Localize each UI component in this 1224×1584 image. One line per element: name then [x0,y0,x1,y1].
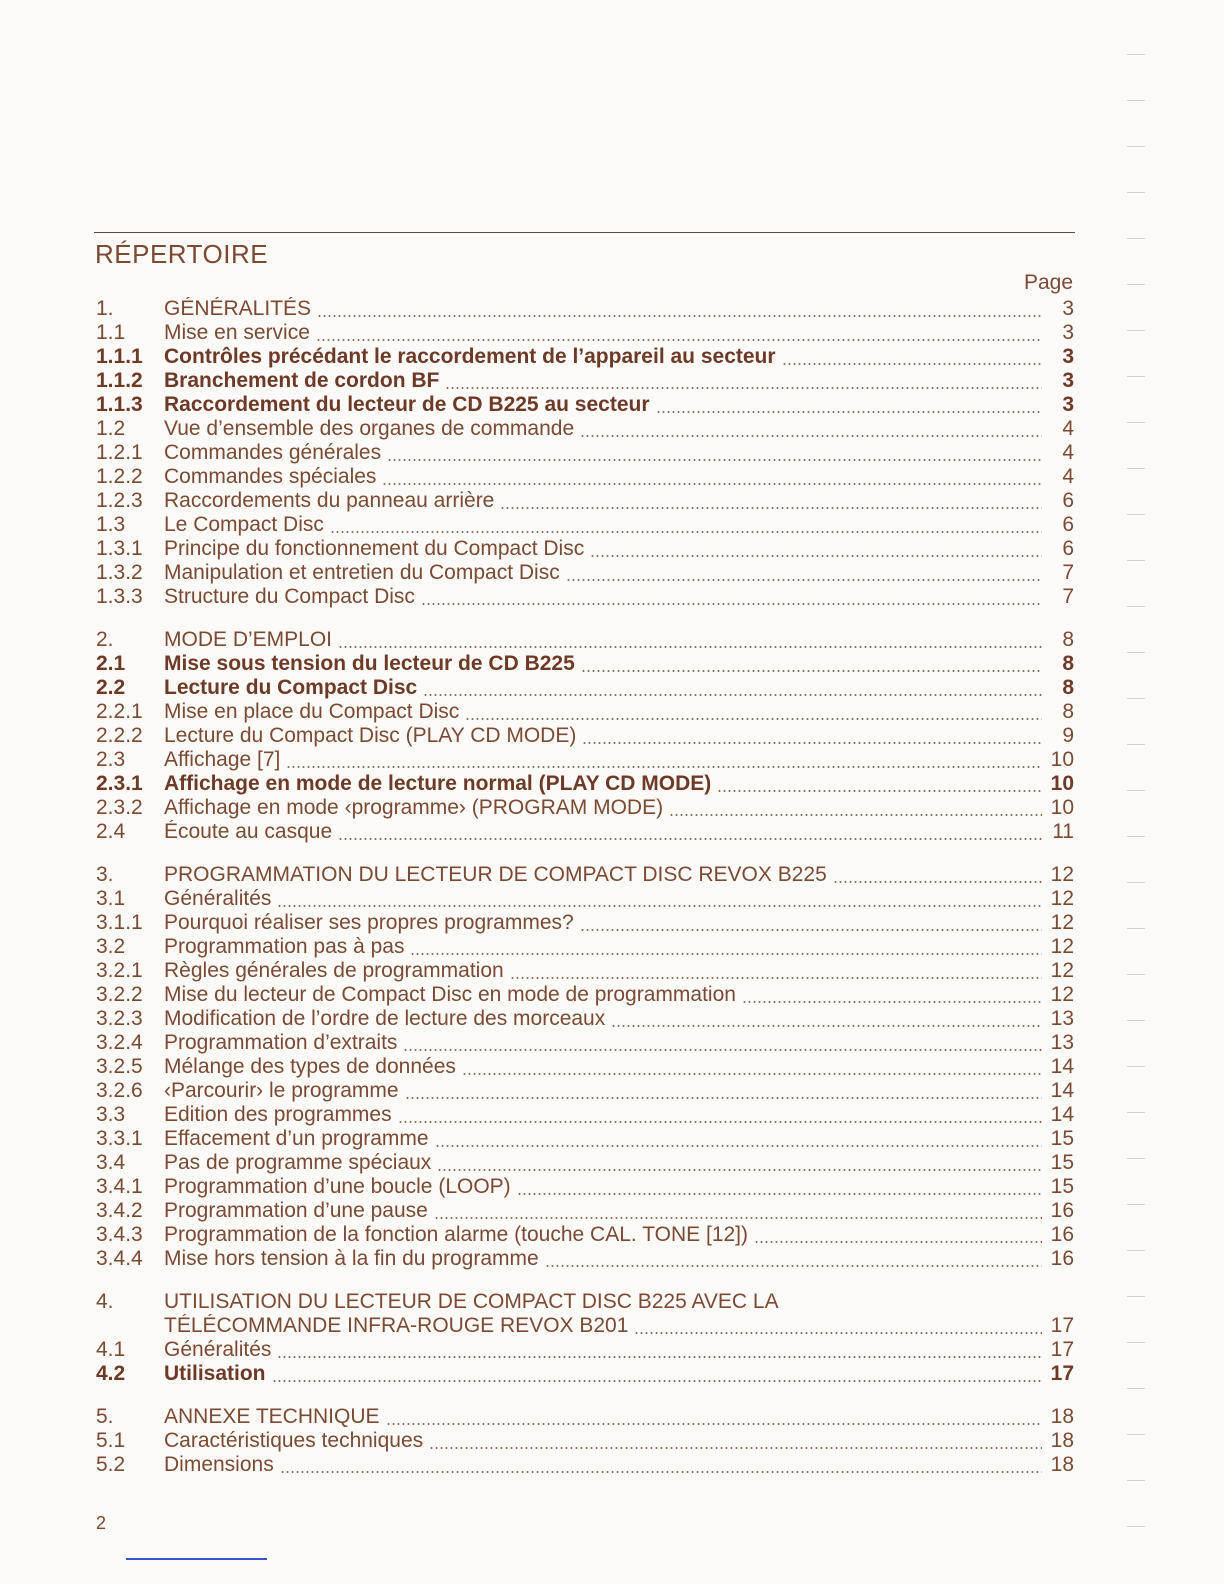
toc-entry-page: 6 [1062,489,1074,512]
dot-leader [421,602,1042,606]
margin-tick [1127,146,1145,147]
toc-entry-title: Généralités [164,1338,272,1361]
toc-entry [96,297,1074,321]
toc-entry-title: Règles générales de programmation [164,959,504,982]
dot-leader [581,669,1042,673]
toc-entry-number: 3.2 [96,935,126,958]
toc-entry-title: Affichage en mode de lecture normal (PLAY CD MODE) [164,772,712,795]
toc-entry-page: 18 [1050,1453,1074,1476]
dot-leader [437,1168,1042,1172]
toc-entry-number: 5. [96,1405,114,1428]
margin-tick [1127,1204,1145,1205]
toc-entry [96,1453,1074,1477]
toc-entry [96,887,1074,911]
toc-entry-number: 1.2 [96,417,126,440]
page-number: 2 [96,1513,107,1533]
dot-leader [634,1331,1042,1335]
toc-entry-title: Caractéristiques techniques [164,1429,424,1452]
margin-tick [1127,1020,1145,1021]
toc-entry-number: 3.2.2 [96,983,143,1006]
toc-entry [96,676,1074,700]
toc-entry-number: 2.3.1 [96,772,143,795]
toc-entry-title: Raccordement du lecteur de CD B225 au secteur [164,393,650,416]
toc-entry-page: 7 [1062,561,1074,584]
dot-leader [580,928,1042,932]
toc-entry-page: 3 [1062,321,1074,344]
toc-entry-title: Contrôles précédant le raccordement de l’appareil au secteur [164,345,776,368]
toc-entry [96,1175,1074,1199]
toc-entry-title: Manipulation et entretien du Compact Disc [164,561,560,584]
toc-entry [96,820,1074,844]
toc-entry [96,417,1074,441]
margin-tick [1127,54,1145,55]
toc-entry [96,1429,1074,1453]
margin-tick [1127,330,1145,331]
dot-leader [656,410,1042,414]
margin-tick [1127,284,1145,285]
toc-entry [96,345,1074,369]
toc-entry-title: Raccordements du panneau arrière [164,489,495,512]
toc-entry-number: 3.3.1 [96,1127,143,1150]
toc-entry [96,489,1074,513]
toc-entry-number: 3.3 [96,1103,126,1126]
toc-entry-number: 2.4 [96,820,126,843]
toc-entry-title: Le Compact Disc [164,513,324,536]
toc-entry-number: 1.3.3 [96,585,143,608]
toc-entry-page: 12 [1050,935,1074,958]
toc-entry-page: 18 [1050,1429,1074,1452]
toc-entry-page: 13 [1050,1031,1074,1054]
toc-entry-title: Utilisation [164,1362,266,1385]
toc-entry [96,1151,1074,1175]
toc-entry-title: Modification de l’ordre de lecture des morceaux [164,1007,606,1030]
dot-leader [272,1379,1042,1383]
toc-entry-number: 1.3.2 [96,561,143,584]
margin-tick [1127,1066,1145,1067]
toc-entry-number: 1.3.1 [96,537,143,560]
toc-entry-number: 2.2.1 [96,700,143,723]
dot-leader [669,813,1042,817]
dot-leader [410,952,1042,956]
footer-line [126,1558,267,1560]
margin-tick [1127,1526,1145,1527]
margin-tick [1127,192,1145,193]
toc-entry-page: 10 [1050,748,1074,771]
toc-entry-number: 2.3 [96,748,126,771]
toc-entry-page: 3 [1062,369,1074,392]
margin-tick [1127,652,1145,653]
toc-entry-title: Edition des programmes [164,1103,392,1126]
margin-tick [1127,376,1145,377]
table-of-contents [96,297,1074,1496]
toc-entry-number: 1.1.1 [96,345,143,368]
dot-leader [429,1446,1042,1450]
toc-entry-number: 1.1.2 [96,369,143,392]
toc-entry [96,700,1074,724]
toc-entry-title: Programmation pas à pas [164,935,405,958]
toc-entry-title: ANNEXE TECHNIQUE [164,1405,380,1428]
toc-entry-title: Affichage [7] [164,748,281,771]
toc-entry-number: 3.4 [96,1151,126,1174]
toc-entry-page: 12 [1050,887,1074,910]
dot-leader [338,837,1042,841]
margin-tick [1127,790,1145,791]
margin-tick [1127,744,1145,745]
toc-entry-title: GÉNÉRALITÉS [164,297,312,320]
toc-entry-number: 2.3.2 [96,796,143,819]
margin-tick [1127,1388,1145,1389]
toc-entry-page: 6 [1062,513,1074,536]
toc-entry-number: 2.2 [96,676,126,699]
toc-entry-number: 4.2 [96,1362,126,1385]
toc-entry-number: 1.1 [96,321,126,344]
toc-entry-title: Pourquoi réaliser ses propres programmes? [164,911,574,934]
toc-entry-title: UTILISATION DU LECTEUR DE COMPACT DISC B225 AVEC LA [164,1290,779,1313]
toc-entry-title: Lecture du Compact Disc (PLAY CD MODE) [164,724,577,747]
toc-entry-title: Généralités [164,887,272,910]
toc-entry-title: Programmation d’une pause [164,1199,428,1222]
dot-leader [338,645,1042,649]
toc-entry-page: 15 [1050,1127,1074,1150]
dot-leader [580,434,1042,438]
toc-section [96,628,1074,844]
dot-leader [754,1240,1042,1244]
toc-entry-number: 3.2.5 [96,1055,143,1078]
toc-entry-title: TÉLÉCOMMANDE INFRA-ROUGE REVOX B201 [164,1314,629,1337]
toc-entry-page: 17 [1050,1362,1074,1385]
margin-tick [1127,1480,1145,1481]
toc-entry-page: 16 [1050,1199,1074,1222]
margin-tick [1127,1434,1145,1435]
dot-leader [387,458,1042,462]
toc-section [96,1290,1074,1386]
toc-entry-number: 3.1 [96,887,126,910]
toc-entry [96,393,1074,417]
toc-section [96,1405,1074,1477]
toc-entry [96,1362,1074,1386]
toc-entry-page: 12 [1050,911,1074,934]
toc-entry [96,1405,1074,1429]
dot-leader [280,1470,1042,1474]
toc-entry [96,959,1074,983]
toc-entry-page: 4 [1062,465,1074,488]
toc-entry-page: 3 [1062,297,1074,320]
toc-entry-number: 1.2.1 [96,441,143,464]
toc-entry [96,652,1074,676]
toc-entry-page: 10 [1050,772,1074,795]
toc-entry-page: 11 [1052,820,1074,843]
toc-entry-title: ‹Parcourir› le programme [164,1079,399,1102]
toc-entry [96,513,1074,537]
toc-entry-page: 8 [1062,676,1074,699]
toc-entry-title: Mise hors tension à la fin du programme [164,1247,539,1270]
dot-leader [423,693,1042,697]
toc-entry-title: Écoute au casque [164,820,333,843]
toc-entry [96,863,1074,887]
dot-leader [317,314,1042,318]
dot-leader [277,1355,1042,1359]
dot-leader [833,880,1042,884]
toc-entry-title: Commandes générales [164,441,382,464]
toc-entry-title: Mise sous tension du lecteur de CD B225 [164,652,575,675]
toc-entry [96,321,1074,345]
toc-entry-number: 3.2.1 [96,959,143,982]
dot-leader [435,1144,1042,1148]
toc-entry-title: Mélange des types de données [164,1055,456,1078]
toc-entry-number: 2.1 [96,652,126,675]
toc-entry-number: 5.1 [96,1429,126,1452]
dot-leader [403,1048,1042,1052]
dot-leader [566,578,1042,582]
margin-tick [1127,100,1145,101]
toc-entry-title: Programmation d’extraits [164,1031,398,1054]
toc-entry [96,796,1074,820]
dot-leader [405,1096,1042,1100]
toc-entry [96,1127,1074,1151]
dot-leader [517,1192,1042,1196]
toc-entry [96,1290,1074,1314]
margin-tick [1127,468,1145,469]
toc-entry-page: 7 [1062,585,1074,608]
dot-leader [510,976,1042,980]
toc-entry-title: Programmation de la fonction alarme (touche CAL. TONE [12]) [164,1223,749,1246]
toc-entry-number: 1.2.3 [96,489,143,512]
toc-entry [96,465,1074,489]
dot-leader [500,506,1042,510]
toc-entry-number: 3.4.4 [96,1247,143,1270]
margin-tick [1127,698,1145,699]
toc-entry-page: 14 [1050,1055,1074,1078]
toc-entry [96,1223,1074,1247]
toc-entry-page: 12 [1050,863,1074,886]
toc-entry [96,585,1074,609]
toc-entry-page: 9 [1062,724,1074,747]
toc-entry-page: 15 [1050,1151,1074,1174]
toc-entry-page: 14 [1050,1079,1074,1102]
toc-entry-number: 4. [96,1290,114,1313]
toc-entry-page: 8 [1062,652,1074,675]
toc-entry-number: 3.2.3 [96,1007,143,1030]
toc-entry-page: 4 [1062,417,1074,440]
margin-tick [1127,606,1145,607]
toc-entry [96,983,1074,1007]
toc-entry-number: 3.2.6 [96,1079,143,1102]
toc-entry-number: 1. [96,297,114,320]
toc-entry-page: 18 [1050,1405,1074,1428]
toc-entry [96,628,1074,652]
toc-section [96,297,1074,609]
toc-entry-page: 17 [1050,1338,1074,1361]
toc-entry-number: 5.2 [96,1453,126,1476]
toc-entry-title: Dimensions [164,1453,274,1476]
dot-leader [742,1000,1042,1004]
toc-entry-title: Mise du lecteur de Compact Disc en mode de programmation [164,983,736,1006]
dot-leader [382,482,1042,486]
dot-leader [590,554,1042,558]
toc-entry-title: Programmation d’une boucle (LOOP) [164,1175,511,1198]
dot-leader [462,1072,1042,1076]
toc-entry [96,441,1074,465]
toc-entry [96,911,1074,935]
toc-entry-page: 12 [1050,983,1074,1006]
toc-entry-title: Commandes spéciales [164,465,377,488]
dot-leader [782,362,1042,366]
toc-entry-title: Pas de programme spéciaux [164,1151,432,1174]
toc-entry-title: Principe du fonctionnement du Compact Disc [164,537,585,560]
toc-entry-number: 4.1 [96,1338,126,1361]
page-title: RÉPERTOIRE [95,239,269,269]
toc-entry-number: 3.4.1 [96,1175,143,1198]
toc-entry-page: 8 [1062,628,1074,651]
toc-entry [96,537,1074,561]
toc-entry-title: Vue d’ensemble des organes de commande [164,417,575,440]
toc-entry-title: Lecture du Compact Disc [164,676,418,699]
toc-entry-title: MODE D’EMPLOI [164,628,333,651]
toc-entry-page: 16 [1050,1247,1074,1270]
toc-entry-page: 3 [1062,393,1074,416]
margin-tick [1127,928,1145,929]
dot-leader [316,338,1042,342]
toc-entry-page: 6 [1062,537,1074,560]
dot-leader [434,1216,1042,1220]
toc-entry [96,1247,1074,1271]
dot-leader [330,530,1042,534]
dot-leader [611,1024,1042,1028]
toc-entry [96,561,1074,585]
toc-entry-number: 3.1.1 [96,911,143,934]
toc-entry [96,369,1074,393]
dot-leader [545,1264,1042,1268]
toc-entry-page: 15 [1050,1175,1074,1198]
toc-entry-number: 1.2.2 [96,465,143,488]
dot-leader [277,904,1042,908]
toc-entry-page: 12 [1050,959,1074,982]
toc-entry-number: 2.2.2 [96,724,143,747]
margin-tick [1127,836,1145,837]
toc-entry-page: 8 [1062,700,1074,723]
dot-leader [398,1120,1042,1124]
toc-entry-number: 3.4.2 [96,1199,143,1222]
toc-entry [96,1031,1074,1055]
toc-entry-page: 14 [1050,1103,1074,1126]
toc-entry-page: 13 [1050,1007,1074,1030]
toc-entry-number: 1.3 [96,513,126,536]
toc-entry [96,772,1074,796]
toc-entry-page: 4 [1062,441,1074,464]
margin-tick [1127,1158,1145,1159]
toc-entry [96,1007,1074,1031]
toc-entry-title: PROGRAMMATION DU LECTEUR DE COMPACT DISC REVOX B225 [164,863,827,886]
page-column-header: Page [1023,271,1073,294]
toc-entry-title: Effacement d’un programme [164,1127,429,1150]
margin-tick [1127,238,1145,239]
toc-entry-page: 16 [1050,1223,1074,1246]
toc-entry [96,1338,1074,1362]
toc-entry-title: Affichage en mode ‹programme› (PROGRAM MODE) [164,796,664,819]
toc-entry-page: 3 [1062,345,1074,368]
toc-entry [96,1055,1074,1079]
margin-tick [1127,560,1145,561]
toc-entry [96,1199,1074,1223]
toc-entry-title: Mise en place du Compact Disc [164,700,460,723]
toc-entry [96,1314,1074,1338]
toc-entry [96,1103,1074,1127]
toc-entry-number: 3.2.4 [96,1031,143,1054]
toc-entry [96,1079,1074,1103]
toc-entry [96,724,1074,748]
dot-leader [445,386,1042,390]
dot-leader [386,1422,1043,1426]
toc-entry [96,935,1074,959]
toc-entry-number: 3.4.3 [96,1223,143,1246]
margin-tick [1127,974,1145,975]
dot-leader [286,765,1042,769]
margin-tick [1127,422,1145,423]
toc-entry-page: 17 [1050,1314,1074,1337]
toc-entry-title: Branchement de cordon BF [164,369,440,392]
dot-leader [582,741,1042,745]
margin-tick [1127,1342,1145,1343]
toc-entry-title: Structure du Compact Disc [164,585,415,608]
toc-entry-page: 10 [1050,796,1074,819]
toc-entry-number: 3. [96,863,114,886]
margin-tick [1127,1296,1145,1297]
header-rule [94,232,1075,233]
toc-section [96,863,1074,1271]
dot-leader [465,717,1042,721]
toc-entry [96,748,1074,772]
margin-tick [1127,514,1145,515]
toc-entry-number: 2. [96,628,114,651]
margin-tick [1127,1112,1145,1113]
margin-tick [1127,1250,1145,1251]
toc-entry-number: 1.1.3 [96,393,143,416]
toc-entry-title: Mise en service [164,321,310,344]
dot-leader [717,789,1042,793]
margin-tick [1127,882,1145,883]
